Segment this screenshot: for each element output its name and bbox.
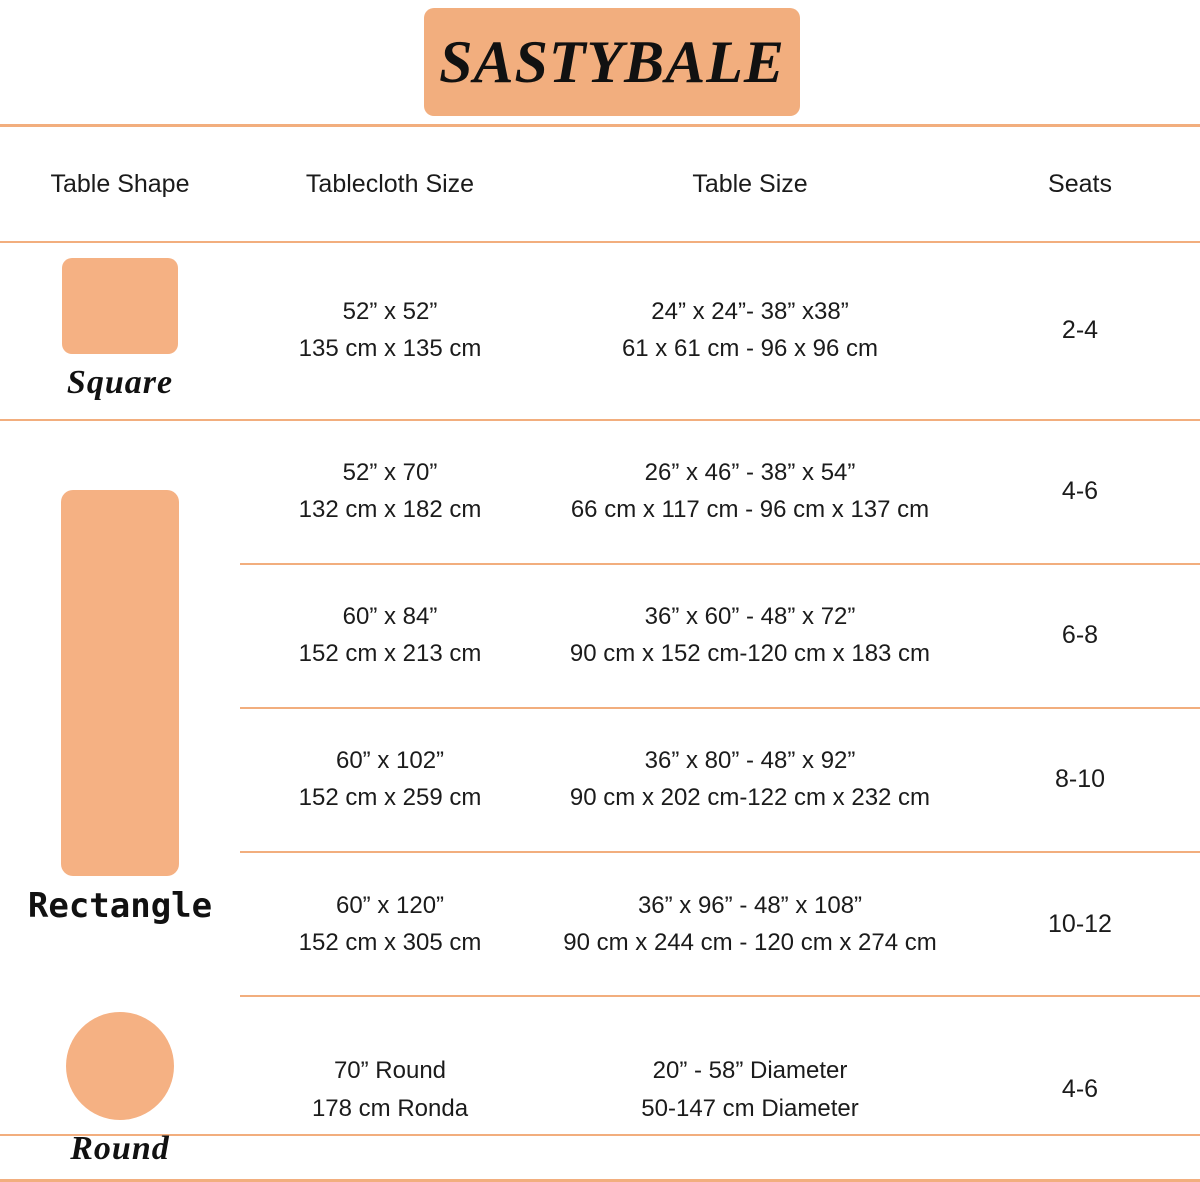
tablecloth-size-cm: 152 cm x 213 cm — [298, 640, 482, 667]
tablecloth-size-cm: 135 cm x 135 cm — [298, 335, 482, 362]
seats-value: 2-4 — [1061, 315, 1099, 344]
table-row — [240, 851, 540, 997]
table-row — [540, 997, 960, 1182]
table-row — [540, 707, 960, 851]
table-size-inches: 26” x 46” - 38” x 54” — [644, 458, 856, 486]
row-divider-rect-1 — [240, 563, 1200, 565]
shape-label-rectangle: Rectangle — [27, 886, 213, 926]
table-row — [240, 241, 540, 419]
shape-cell-round — [0, 997, 240, 1182]
table-row — [240, 419, 540, 563]
seats-value: 8-10 — [1054, 764, 1106, 793]
table-size-inches: 24” x 24”- 38” x38” — [651, 297, 849, 325]
tablecloth-size-inches: 60” x 102” — [335, 746, 445, 774]
table-row — [240, 563, 540, 707]
tablecloth-size-inches: 52” x 52” — [342, 297, 438, 325]
tablecloth-size-inches: 60” x 84” — [342, 602, 438, 630]
table-size-cm: 66 cm x 117 cm - 96 cm x 137 cm — [570, 496, 930, 523]
square-shape-icon — [62, 258, 178, 354]
table-row — [540, 563, 960, 707]
row-divider-rect-3 — [240, 851, 1200, 853]
table-row — [240, 707, 540, 851]
table-size-cm: 90 cm x 202 cm-122 cm x 232 cm — [569, 784, 931, 811]
tablecloth-size-cm: 132 cm x 182 cm — [298, 496, 482, 523]
table-row — [540, 419, 960, 563]
tablecloth-size-cm: 152 cm x 259 cm — [298, 784, 482, 811]
tablecloth-size-inches: 60” x 120” — [335, 891, 445, 919]
table-row — [540, 851, 960, 997]
tablecloth-size-inches: 52” x 70” — [342, 458, 438, 486]
seats-value: 10-12 — [1048, 909, 1112, 938]
table-size-inches: 36” x 60” - 48” x 72” — [644, 602, 856, 630]
column-header-seats: Seats — [1048, 169, 1112, 198]
table-size-cm: 50-147 cm Diameter — [641, 1094, 859, 1122]
table-size-cm: 61 x 61 cm - 96 x 96 cm — [621, 335, 879, 362]
shape-cell-rectangle — [0, 419, 240, 997]
table-row — [960, 851, 1200, 997]
table-row — [960, 997, 1200, 1182]
table-size-inches: 20” - 58” Diameter — [652, 1057, 848, 1085]
round-shape-icon — [66, 1012, 174, 1120]
table-row — [540, 241, 960, 419]
table-size-inches: 36” x 96” - 48” x 108” — [637, 891, 863, 919]
brand-name: SASTYBALE — [439, 29, 785, 95]
table-row — [960, 563, 1200, 707]
table-row — [960, 241, 1200, 419]
tablecloth-size-inches: 70” Round — [333, 1057, 447, 1085]
seats-value: 4-6 — [1061, 1075, 1099, 1103]
row-divider-rect-2 — [240, 707, 1200, 709]
brand-banner — [424, 8, 800, 116]
tablecloth-size-cm: 178 cm Ronda — [311, 1094, 469, 1122]
column-header-tablecloth-size: Tablecloth Size — [305, 169, 475, 198]
table-row — [960, 707, 1200, 851]
size-chart-table — [0, 124, 1200, 1182]
column-header-table-size: Table Size — [692, 169, 808, 198]
shape-label-square: Square — [66, 364, 174, 401]
table-row — [240, 997, 540, 1182]
shape-label-round: Round — [70, 1129, 170, 1167]
table-size-cm: 90 cm x 152 cm-120 cm x 183 cm — [569, 640, 931, 667]
table-size-cm: 90 cm x 244 cm - 120 cm x 274 cm — [563, 929, 937, 956]
shape-cell-square — [0, 241, 240, 419]
seats-value: 6-8 — [1061, 620, 1099, 649]
row-divider-rect-4 — [240, 995, 1200, 997]
column-header-table-shape: Table Shape — [50, 169, 190, 198]
table-row — [960, 419, 1200, 563]
tablecloth-size-cm: 152 cm x 305 cm — [298, 929, 482, 956]
table-size-inches: 36” x 80” - 48” x 92” — [644, 746, 856, 774]
seats-value: 4-6 — [1061, 476, 1099, 505]
rectangle-shape-icon — [61, 490, 179, 876]
